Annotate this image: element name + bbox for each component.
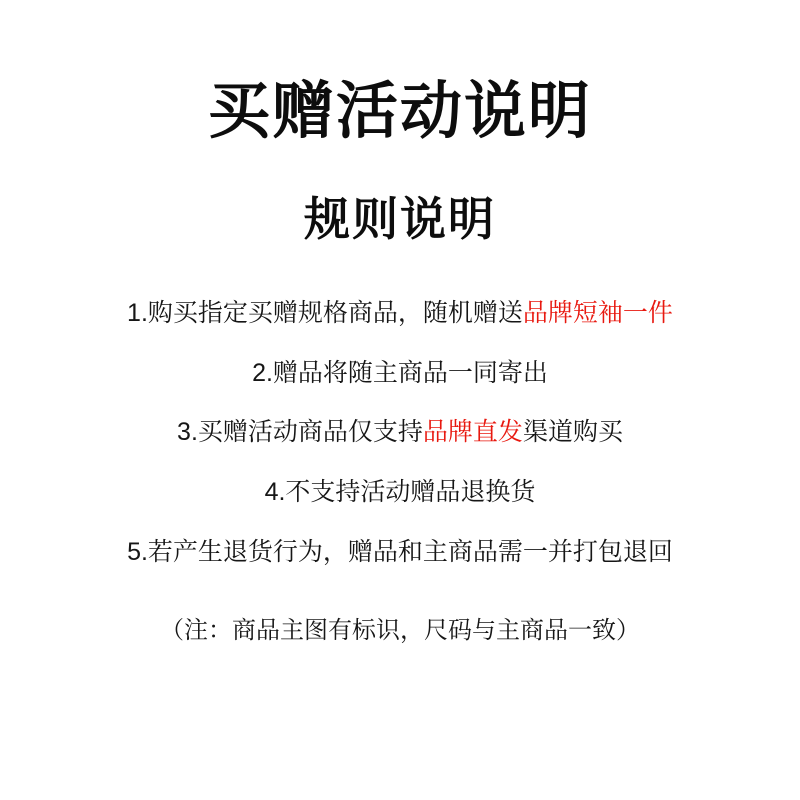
- rule-item: [252, 357, 548, 391]
- rule-text-highlight: 品牌直发: [422, 418, 523, 447]
- rule-text-before: 若产生退货行为，赠品和主商品需一并打包退回: [147, 537, 673, 566]
- rule-item: [127, 536, 673, 570]
- rules-list: [20, 297, 780, 596]
- rule-index: 4.: [264, 478, 286, 507]
- page-title: 买赠活动说明: [207, 77, 592, 146]
- rule-index: 3.: [177, 418, 198, 447]
- rule-text-before: 买赠活动商品仅支持: [197, 418, 423, 447]
- rule-index: 2.: [252, 358, 273, 387]
- rule-text-highlight: 品牌短袖一件: [522, 298, 673, 327]
- rule-item: [265, 476, 536, 510]
- rule-index: 5.: [127, 537, 148, 566]
- note-text: （注：商品主图有标识，尺码与主商品一致）: [160, 616, 640, 644]
- section-title: 规则说明: [304, 193, 496, 246]
- rule-text-before: 购买指定买赠规格商品，随机赠送: [147, 298, 523, 327]
- rule-text-after: 渠道购买: [522, 418, 623, 447]
- rule-text-before: 赠品将随主商品一同寄出: [272, 358, 548, 387]
- rule-index: 1.: [127, 298, 148, 327]
- rule-item: [177, 416, 623, 450]
- rule-text-before: 不支持活动赠品退换货: [285, 478, 536, 507]
- rule-item: [127, 297, 673, 331]
